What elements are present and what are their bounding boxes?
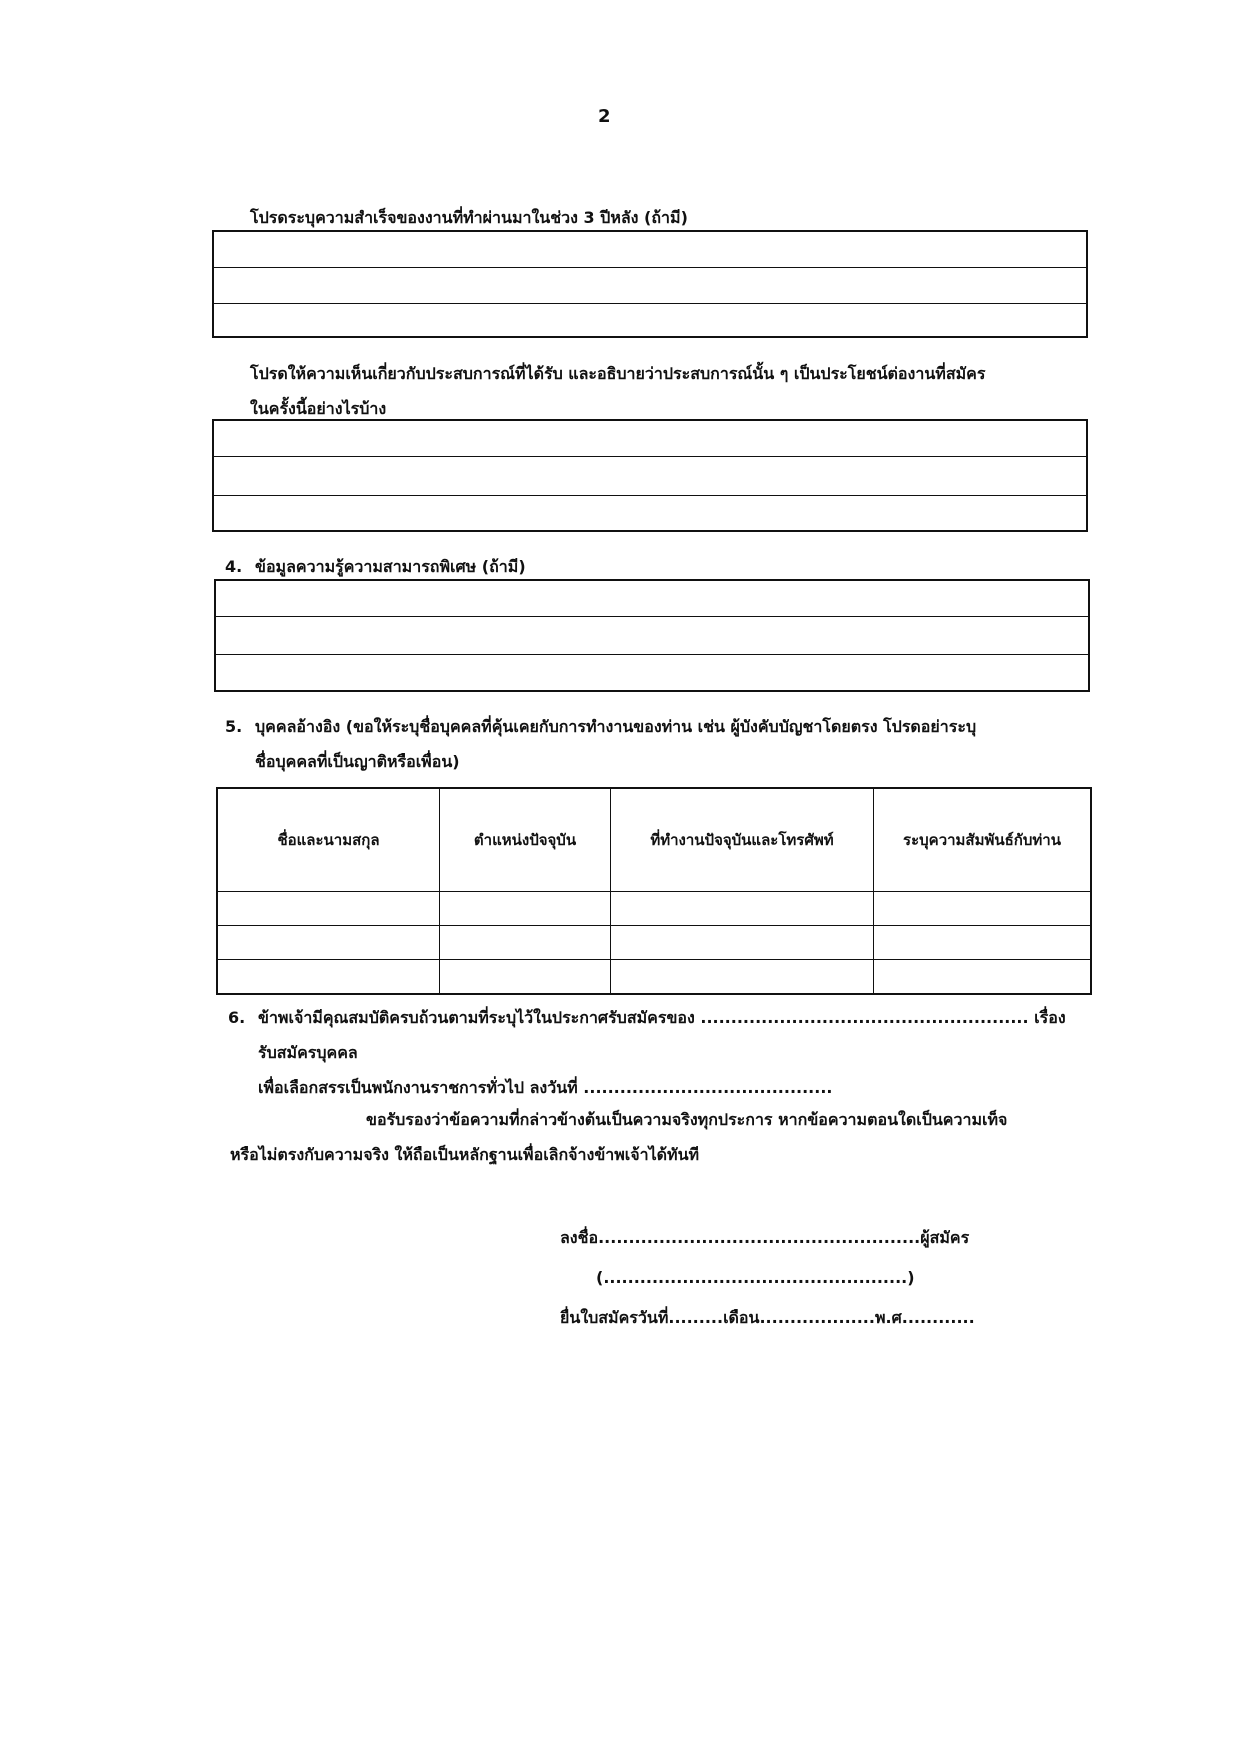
- section5-number: 5.: [225, 717, 243, 736]
- signature-sign-line[interactable]: ลงชื่อ.....................................................ผู้สมัคร: [560, 1228, 970, 1247]
- references-header-row: [217, 788, 1091, 892]
- answer-line[interactable]: [214, 268, 1086, 304]
- reference-relationship-cell[interactable]: [874, 892, 1092, 926]
- special-skills-answer-box[interactable]: [214, 579, 1090, 692]
- table-row: [217, 926, 1091, 960]
- achievements-answer-box[interactable]: [212, 230, 1088, 338]
- table-row: [217, 892, 1091, 926]
- reference-name-cell[interactable]: [217, 960, 440, 995]
- section5-heading: [225, 709, 1085, 781]
- experience-opinion-prompt-line1: โปรดให้ความเห็นเกี่ยวกับประสบการณ์ที่ได้รับ และอธิบายว่าประสบการณ์นั้น ๆ เป็นประโยชน์ต่องานที่สมัคร: [250, 364, 986, 383]
- section6-line2: เพื่อเลือกสรรเป็นพนักงานราชการทั่วไป ลงวันที่ .........................................: [258, 1078, 833, 1097]
- declaration-line2: หรือไม่ตรงกับความจริง ให้ถือเป็นหลักฐานเพื่อเลิกจ้างข้าพเจ้าได้ทันที: [230, 1145, 700, 1164]
- header-workplace-phone: ที่ทำงานปัจจุบันและโทรศัพท์: [611, 788, 874, 892]
- reference-relationship-cell[interactable]: [874, 926, 1092, 960]
- answer-line[interactable]: [214, 232, 1086, 268]
- experience-opinion-prompt: [250, 356, 985, 426]
- signature-block: [560, 1218, 975, 1338]
- answer-line[interactable]: [214, 496, 1086, 530]
- section4-title: ข้อมูลความรู้ความสามารถพิเศษ (ถ้ามี): [255, 557, 526, 576]
- signature-name-line[interactable]: (..................................................): [596, 1268, 915, 1287]
- header-relationship: ระบุความสัมพันธ์กับท่าน: [874, 788, 1092, 892]
- declaration-paragraph: [230, 1102, 1070, 1172]
- reference-name-cell[interactable]: [217, 892, 440, 926]
- declaration-line1: ขอรับรองว่าข้อความที่กล่าวข้างต้นเป็นความจริงทุกประการ หากข้อความตอนใดเป็นความเท็จ: [366, 1110, 1008, 1129]
- answer-line[interactable]: [216, 581, 1088, 617]
- answer-line[interactable]: [214, 304, 1086, 336]
- answer-line[interactable]: [216, 617, 1088, 655]
- reference-relationship-cell[interactable]: [874, 960, 1092, 995]
- experience-opinion-answer-box[interactable]: [212, 419, 1088, 532]
- reference-workplace-cell[interactable]: [611, 960, 874, 995]
- reference-position-cell[interactable]: [440, 960, 611, 995]
- section5-title-line1: บุคคลอ้างอิง (ขอให้ระบุชื่อบุคคลที่คุ้นเคยกับการทำงานของท่าน เช่น ผู้บังคับบัญชาโดยตรง โปรดอย่าระบุ: [255, 717, 977, 736]
- reference-name-cell[interactable]: [217, 926, 440, 960]
- section5-title-line2: ชื่อบุคคลที่เป็นญาติหรือเพื่อน): [255, 752, 460, 771]
- signature-date-line[interactable]: ยื่นใบสมัครวันที่.........เดือน...................พ.ศ............: [560, 1308, 975, 1327]
- reference-workplace-cell[interactable]: [611, 892, 874, 926]
- section4-number: 4.: [225, 557, 243, 576]
- reference-position-cell[interactable]: [440, 892, 611, 926]
- reference-workplace-cell[interactable]: [611, 926, 874, 960]
- section6-paragraph: [228, 1000, 1088, 1097]
- experience-opinion-prompt-line2: ในครั้งนี้อย่างไรบ้าง: [250, 399, 387, 418]
- table-row: [217, 960, 1091, 995]
- references-table: [216, 787, 1092, 995]
- page-number: 2: [598, 106, 611, 127]
- reference-position-cell[interactable]: [440, 926, 611, 960]
- section6-number: 6.: [228, 1008, 246, 1027]
- header-current-position: ตำแหน่งปัจจุบัน: [440, 788, 611, 892]
- header-fullname: ชื่อและนามสกุล: [217, 788, 440, 892]
- answer-line[interactable]: [214, 421, 1086, 457]
- achievements-prompt: โปรดระบุความสำเร็จของงานที่ทำผ่านมาในช่วง 3 ปีหลัง (ถ้ามี): [250, 208, 688, 227]
- answer-line[interactable]: [214, 457, 1086, 496]
- section6-line1: ข้าพเจ้ามีคุณสมบัติครบถ้วนตามที่ระบุไว้ในประกาศรับสมัครของ ...................................................... เรื่อง รับสมัครบุคคล: [258, 1008, 1066, 1062]
- answer-line[interactable]: [216, 655, 1088, 690]
